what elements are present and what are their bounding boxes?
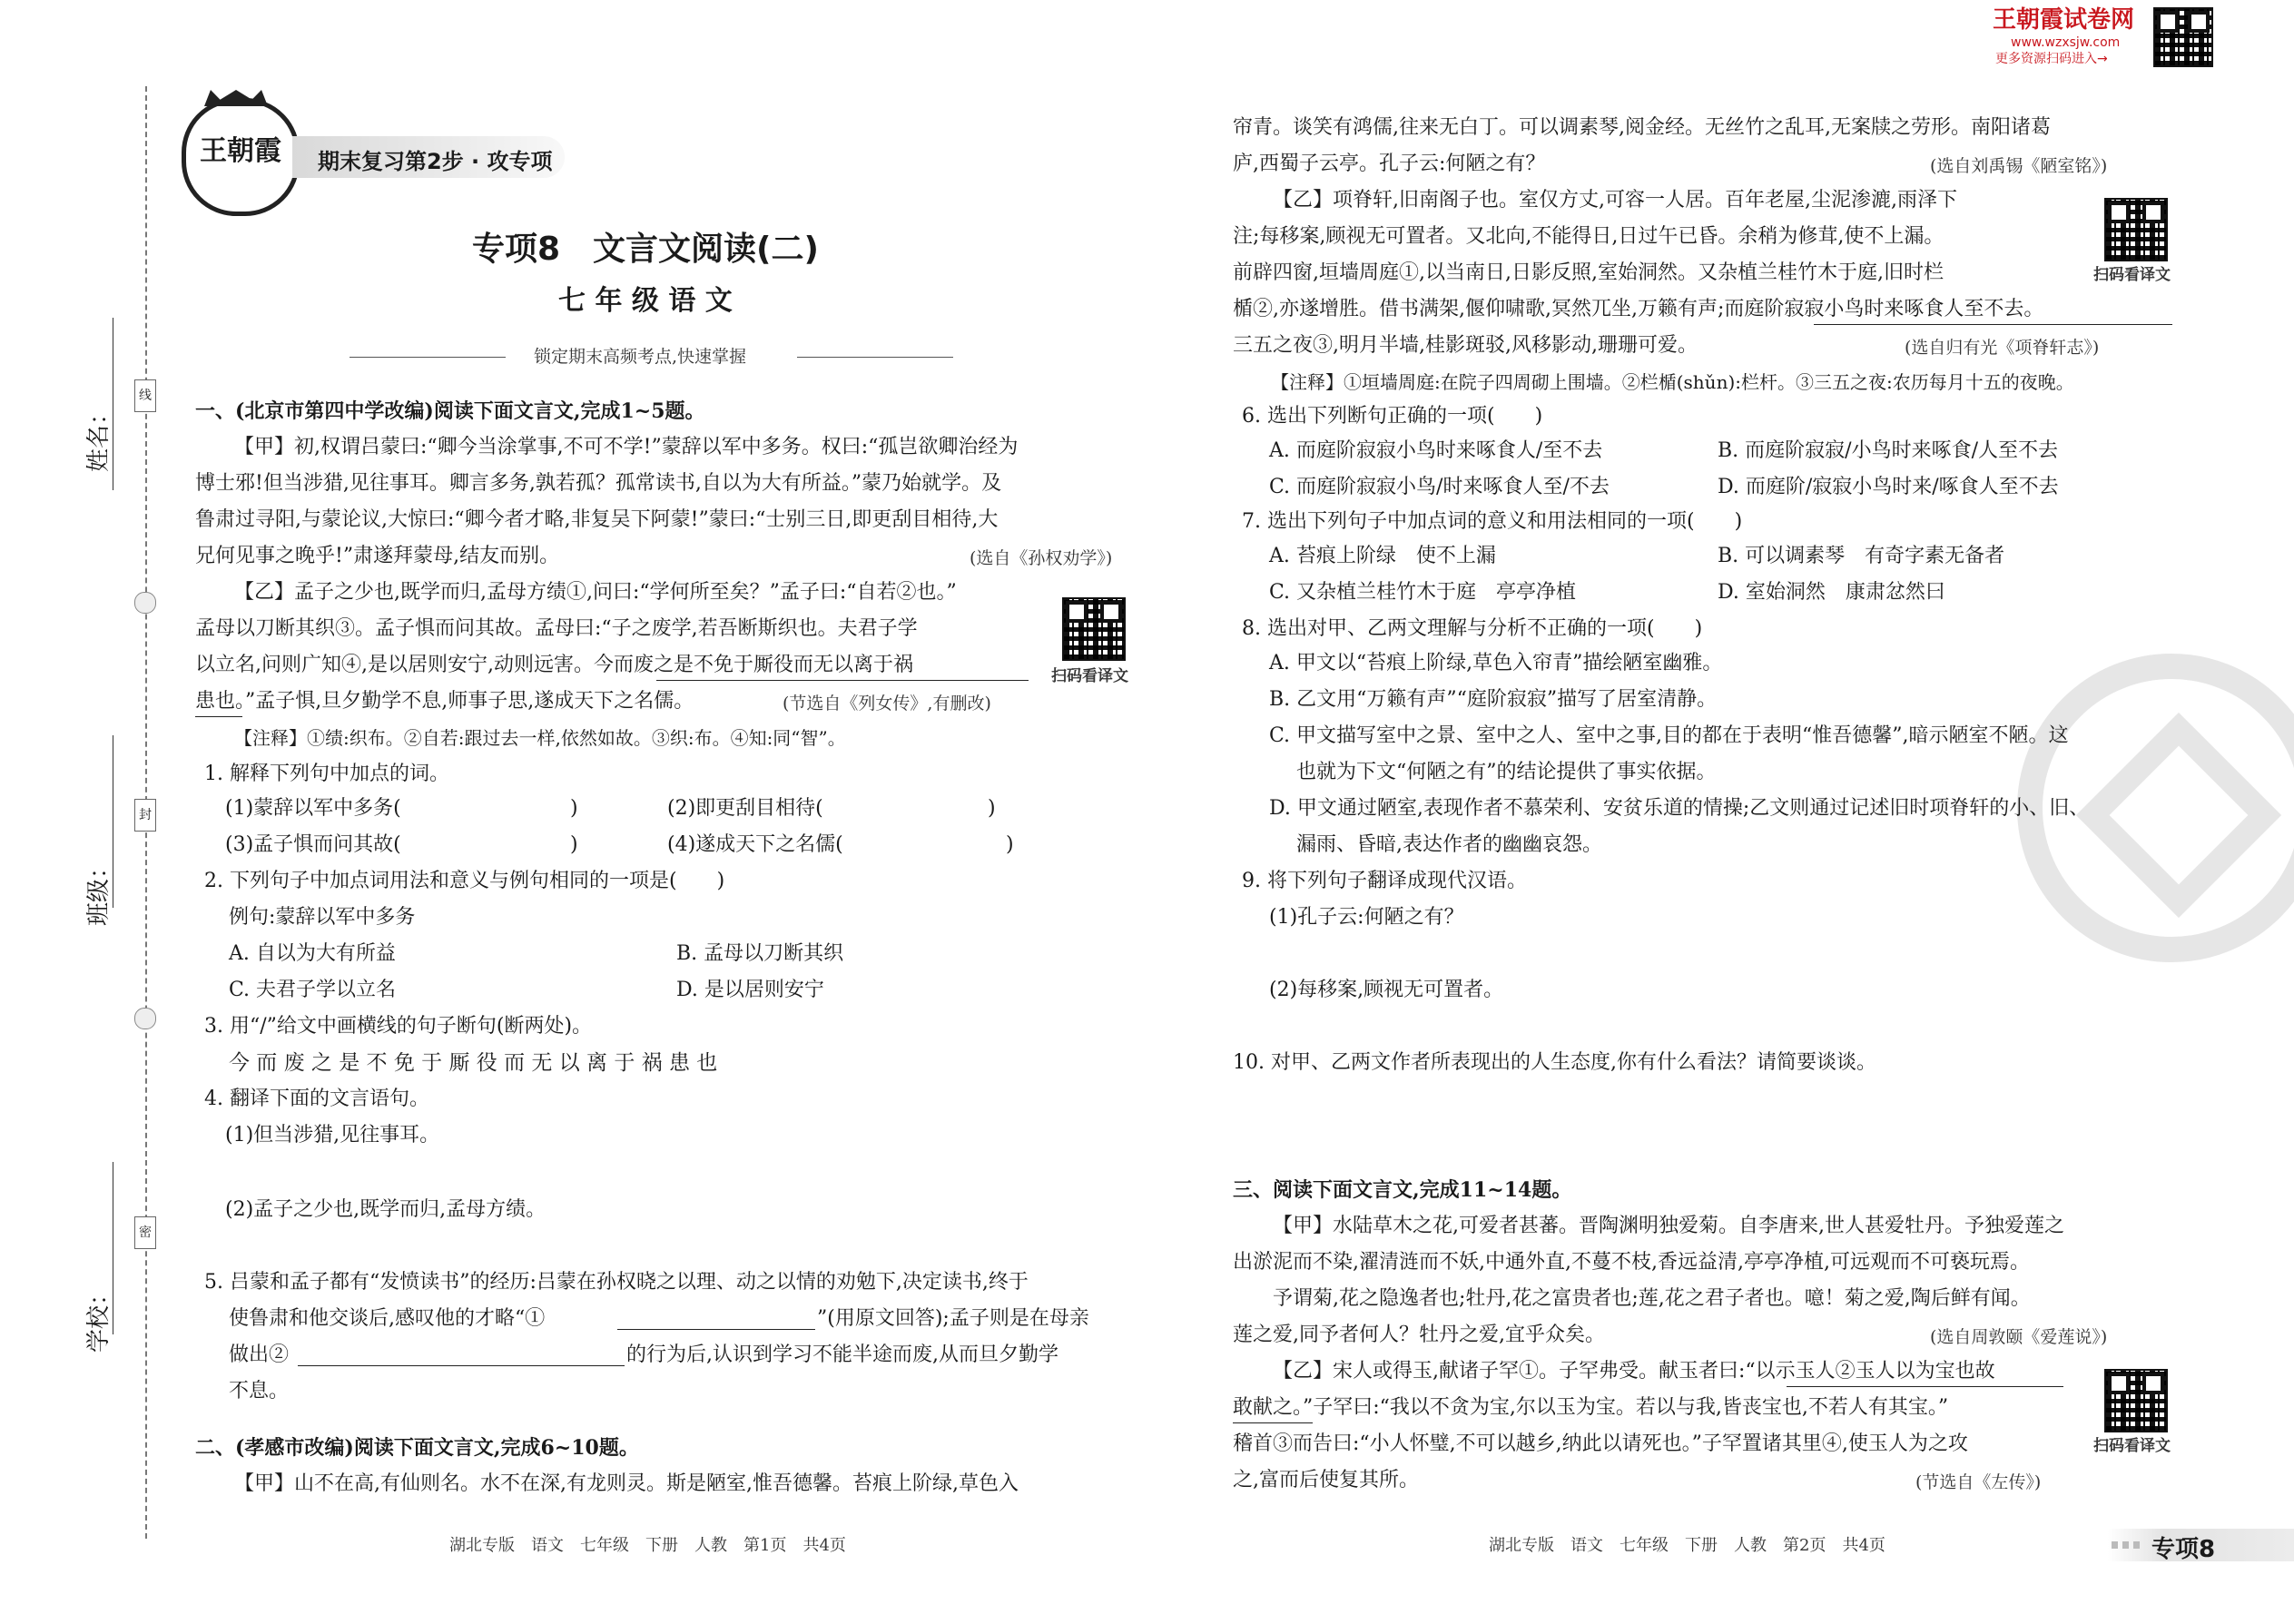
yi-2-line-4: 楯②,亦遂增胜。借书满架,偃仰啸歌,冥然兀坐,万籁有声;而庭阶寂寂小鸟时来啄食人至不去。 — [1233, 298, 2044, 320]
badge-dots-icon — [2112, 1541, 2144, 1549]
note-1: 【注释】①绩:织布。②自若:跟过去一样,依然如故。③织:布。④知:同“智”。 — [234, 727, 846, 749]
q6-option-a: A. 而庭阶寂寂小鸟时来啄食人/至不去 — [1269, 439, 1603, 462]
q1-item-3-close: ) — [570, 833, 578, 856]
seal-box-1: 线 — [134, 379, 156, 412]
q10-text: 10. 对甲、乙两文作者所表现出的人生态度,你有什么看法？请简要谈谈。 — [1233, 1051, 1876, 1074]
q1-item-2: (2)即更刮目相待( — [667, 797, 823, 820]
q1-item-4: (4)遂成天下之名儒( — [667, 833, 843, 856]
qr-code-2[interactable] — [2104, 198, 2168, 261]
q2-option-c: C. 夫君子学以立名 — [229, 979, 397, 1001]
yi-3-line-3: 稽首③而告曰:“小人怀璧,不可以越乡,纳此以请死也。”子罕置诸其里④,使玉人为之攻 — [1233, 1432, 1968, 1455]
q5-line-1: 5. 吕蒙和孟子都有“发愤读书”的经历:吕蒙在孙权晓之以理、动之以情的劝勉下,决定读书,终于 — [204, 1271, 1029, 1294]
q8-option-a: A. 甲文以“苔痕上阶绿,草色入帘青”描绘陋室幽雅。 — [1269, 652, 1723, 674]
yi-1-underline-a — [656, 680, 1029, 681]
yi-2-source: (选自归有光《项脊轩志》) — [1905, 338, 2100, 358]
site-tip: 更多资源扫码进入→ — [1995, 52, 2108, 66]
q9-text: 9. 将下列句子翻译成现代汉语。 — [1242, 870, 1527, 892]
q7-text: 7. 选出下列句子中加点词的意义和用法相同的一项( ) — [1242, 510, 1743, 533]
q5-blank-1[interactable] — [617, 1329, 815, 1330]
q8-option-d-1: D. 甲文通过陋室,表现作者不慕荣利、安贫乐道的情操;乙文则通过记述旧时项脊轩的小、旧、 — [1269, 797, 2090, 820]
q3-sentence: 今 而 废 之 是 不 免 于 厮 役 而 无 以 离 于 祸 患 也 — [229, 1051, 718, 1075]
jia-1-line-4: 兄何见事之晚乎!”肃遂拜蒙母,结友而别。 — [195, 545, 560, 567]
yi-1-underline-b — [195, 716, 242, 717]
slogan-rule-right — [797, 357, 953, 358]
q1-item-2-close: ) — [988, 797, 996, 820]
q7-option-b: B. 可以调素琴 有奇字素无备者 — [1718, 545, 2005, 567]
seal-box-2: 封 — [134, 799, 156, 832]
q5-line-2b: ”(用原文回答);孟子则是在母亲 — [817, 1307, 1089, 1330]
q1-text: 1. 解释下列句中加点的词。 — [204, 763, 449, 785]
jia-3-line-1: 【甲】水陆草木之花,可爱者甚蕃。晋陶渊明独爱菊。自李唐来,世人甚爱牡丹。予独爱莲之 — [1273, 1215, 2064, 1237]
yi-1-line-3: 以立名,问则广知④,是以居则安宁,动则远害。今而废之是不免于厮役而无以离于祸 — [195, 654, 913, 676]
yi-2-underline — [1814, 324, 2172, 325]
q6-option-d: D. 而庭阶/寂寂小鸟时来/啄食人至不去 — [1718, 476, 2059, 498]
jia-2-line-1: 【甲】山不在高,有仙则名。水不在深,有龙则灵。斯是陋室,惟吾德馨。苔痕上阶绿,草色入 — [234, 1472, 1019, 1495]
page-subtitle: 七 年 级 语 文 — [558, 285, 733, 317]
logo-crown-icon — [204, 90, 268, 106]
q7-option-d: D. 室始洞然 康肃忿然曰 — [1718, 581, 1945, 604]
section-1-heading: 一、(北京市第四中学改编)阅读下面文言文,完成1~5题。 — [195, 399, 705, 423]
q4-item-1: (1)但当涉猎,见往事耳。 — [225, 1124, 440, 1147]
yi-1-source: (节选自《列女传》,有删改) — [783, 694, 991, 714]
yi-3-line-2: 敢献之。”子罕曰:“我以不贪为宝,尔以玉为宝。若以与我,皆丧宝也,不若人有其宝。” — [1233, 1396, 1949, 1419]
seal-circle-2 — [134, 1008, 156, 1029]
page-badge — [2108, 1529, 2294, 1561]
q7-option-a: A. 苔痕上阶绿 使不上漏 — [1269, 545, 1496, 567]
jia-1-line-3: 鲁肃过寻阳,与蒙论议,大惊曰:“卿今者才略,非复吴下阿蒙!”蒙曰:“士别三日,即更刮目相待,大 — [195, 508, 999, 531]
school-label: 学校： — [85, 1281, 113, 1353]
yi-2-line-5: 三五之夜③,明月半墙,桂影斑驳,风移影动,珊珊可爱。 — [1233, 334, 1698, 357]
yi-1-line-1: 【乙】孟子之少也,既学而归,孟母方绩①,问曰:“学何所至矣？”孟子曰:“自若②也。” — [234, 581, 957, 604]
q2-option-b: B. 孟母以刀断其织 — [676, 942, 844, 965]
q1-item-1: (1)蒙辞以军中多务( — [225, 797, 401, 820]
logo-text: 王朝霞 — [200, 135, 281, 167]
site-url: www.wzxsjw.com — [2011, 35, 2121, 50]
page-title: 专项8 文言文阅读(二) — [472, 231, 819, 268]
yi-2-line-3: 前辟四窗,垣墙周庭①,以当南日,日影反照,室始洞然。又杂植兰桂竹木于庭,旧时栏 — [1233, 261, 1944, 284]
jia-2-line-2: 帘青。谈笑有鸿儒,往来无白丁。可以调素琴,阅金经。无丝竹之乱耳,无案牍之劳形。南阳诸葛 — [1233, 116, 2051, 139]
seal-box-3: 密 — [134, 1216, 156, 1249]
q1-item-3: (3)孟子惧而问其故( — [225, 833, 401, 856]
note-2: 【注释】①垣墙周庭:在院子四周砌上围墙。②栏楯(shǔn):栏杆。③三五之夜:农历每月十五的夜晚。 — [1271, 371, 2074, 393]
yi-2-line-2: 注;每移案,顾视无可置者。又北向,不能得日,日过午已昏。余稍为修茸,使不上漏。 — [1233, 225, 1944, 248]
q8-option-c-2: 也就为下文“何陋之有”的结论提供了事实依据。 — [1296, 761, 1717, 783]
q7-option-c: C. 又杂植兰桂竹木于庭 亭亭净植 — [1269, 581, 1577, 604]
q4-text: 4. 翻译下面的文言语句。 — [204, 1088, 429, 1110]
q5-line-2a: 使鲁肃和他交谈后,感叹他的才略“① — [229, 1307, 546, 1330]
q5-blank-2[interactable] — [298, 1365, 625, 1366]
jia-3-line-2: 出淤泥而不染,濯清涟而不妖,中通外直,不蔓不枝,香远益清,亭亭净植,可远观而不可亵玩焉。 — [1233, 1251, 2030, 1274]
q6-text: 6. 选出下列断句正确的一项( ) — [1242, 405, 1543, 428]
site-qr-code[interactable] — [2153, 7, 2213, 67]
qr-label-1: 扫码看译文 — [1051, 667, 1128, 685]
qr-label-2: 扫码看译文 — [2093, 266, 2171, 284]
q4-item-2: (2)孟子之少也,既学而归,孟母方绩。 — [225, 1198, 546, 1221]
qr-label-3: 扫码看译文 — [2093, 1437, 2171, 1455]
yi-1-line-2: 孟母以刀断其织③。孟子惧而问其故。孟母曰:“子之废学,若吾断斯织也。夫君子学 — [195, 617, 918, 640]
yi-3-line-4: 之,富而后使复其所。 — [1233, 1469, 1419, 1491]
q2-option-a: A. 自以为大有所益 — [229, 942, 396, 965]
q2-example: 例句:蒙辞以军中多务 — [229, 906, 416, 929]
class-label: 班级： — [85, 854, 113, 926]
name-label: 姓名： — [85, 400, 113, 472]
badge-text: 专项8 — [2151, 1536, 2216, 1563]
q9-item-2: (2)每移案,顾视无可置者。 — [1269, 979, 1504, 1001]
seal-circle-1 — [134, 592, 156, 614]
yi-3-underline-b — [1233, 1422, 1313, 1423]
yi-3-line-1: 【乙】宋人或得玉,献诸子罕①。子罕弗受。献玉者曰:“以示玉人②玉人以为宝也故 — [1273, 1360, 1995, 1383]
section-3-heading: 三、阅读下面文言文,完成11~14题。 — [1233, 1178, 1572, 1202]
q8-option-c-1: C. 甲文描写室中之景、室中之人、室中之事,目的都在于表明“惟吾德馨”,暗示陋室不陋。这 — [1269, 724, 2069, 747]
brand-logo — [182, 98, 300, 216]
q1-item-4-close: ) — [1006, 833, 1014, 856]
jia-2-source: (选自刘禹锡《陋室铭》) — [1930, 156, 2108, 176]
footer-right: 湖北专版 语文 七年级 下册 人教 第2页 共4页 — [1489, 1536, 1885, 1555]
q8-text: 8. 选出对甲、乙两文理解与分析不正确的一项( ) — [1242, 617, 1703, 640]
q3-text: 3. 用“/”给文中画横线的句子断句(断两处)。 — [204, 1015, 593, 1038]
yi-2-line-1: 【乙】项脊轩,旧南阁子也。室仅方丈,可容一人居。百年老屋,尘泥渗漉,雨泽下 — [1273, 189, 1957, 212]
q2-text: 2. 下列句子中加点词用法和意义与例句相同的一项是( ) — [204, 870, 725, 892]
yi-3-underline-a — [1787, 1386, 2063, 1387]
slogan-rule-left — [350, 357, 506, 358]
qr-code-3[interactable] — [2104, 1369, 2168, 1432]
q5-line-3b: 的行为后,认识到学习不能半途而废,从而旦夕勤学 — [626, 1343, 1058, 1366]
yi-3-source: (节选自《左传》) — [1915, 1472, 2042, 1492]
jia-1-line-1: 【甲】初,权谓吕蒙曰:“卿今当涂掌事,不可不学!”蒙辞以军中多务。权曰:“孤岂欲卿治经为 — [234, 436, 1019, 458]
jia-3-source: (选自周敦颐《爱莲说》) — [1930, 1327, 2108, 1347]
jia-2-line-3: 庐,西蜀子云亭。孔子云:何陋之有？ — [1233, 153, 1546, 175]
step-banner — [292, 136, 565, 178]
jia-3-line-4: 莲之爱,同予者何人？牡丹之爱,宜乎众矣。 — [1233, 1324, 1605, 1346]
jia-3-line-3: 予谓菊,花之隐逸者也;牡丹,花之富贵者也;莲,花之君子者也。噫！菊之爱,陶后鲜有闻。 — [1273, 1287, 2031, 1310]
footer-left: 湖北专版 语文 七年级 下册 人教 第1页 共4页 — [449, 1536, 846, 1555]
q5-line-3a: 做出② — [229, 1343, 290, 1366]
jia-1-line-2: 博士邪!但当涉猎,见往事耳。卿言多务,孰若孤？孤常读书,自以为大有所益。”蒙乃始就学。及 — [195, 472, 1002, 495]
step-banner-text: 期末复习第2步 · 攻专项 — [318, 149, 553, 174]
q6-option-c: C. 而庭阶寂寂小鸟/时来啄食人至/不去 — [1269, 476, 1610, 498]
qr-code-1[interactable] — [1062, 597, 1126, 661]
slogan: 锁定期末高频考点,快速掌握 — [534, 347, 747, 367]
jia-1-source: (选自《孙权劝学》) — [970, 548, 1113, 568]
section-2-heading: 二、(孝感市改编)阅读下面文言文,完成6~10题。 — [195, 1436, 639, 1460]
q1-item-1-close: ) — [570, 797, 578, 820]
site-name: 王朝霞试卷网 — [1993, 6, 2135, 34]
q5-line-4: 不息。 — [229, 1380, 290, 1403]
q8-option-b: B. 乙文用“万籁有声”“庭阶寂寂”描写了居室清静。 — [1269, 688, 1718, 711]
q2-option-d: D. 是以居则安宁 — [676, 979, 824, 1001]
yi-1-line-4: 患也。”孟子惧,旦夕勤学不息,师事子思,遂成天下之名儒。 — [195, 690, 694, 713]
q9-item-1: (1)孔子云:何陋之有？ — [1269, 906, 1464, 929]
q8-option-d-2: 漏雨、昏暗,表达作者的幽幽哀怨。 — [1296, 833, 1602, 856]
q6-option-b: B. 而庭阶寂寂/小鸟时来啄食/人至不去 — [1718, 439, 2058, 462]
